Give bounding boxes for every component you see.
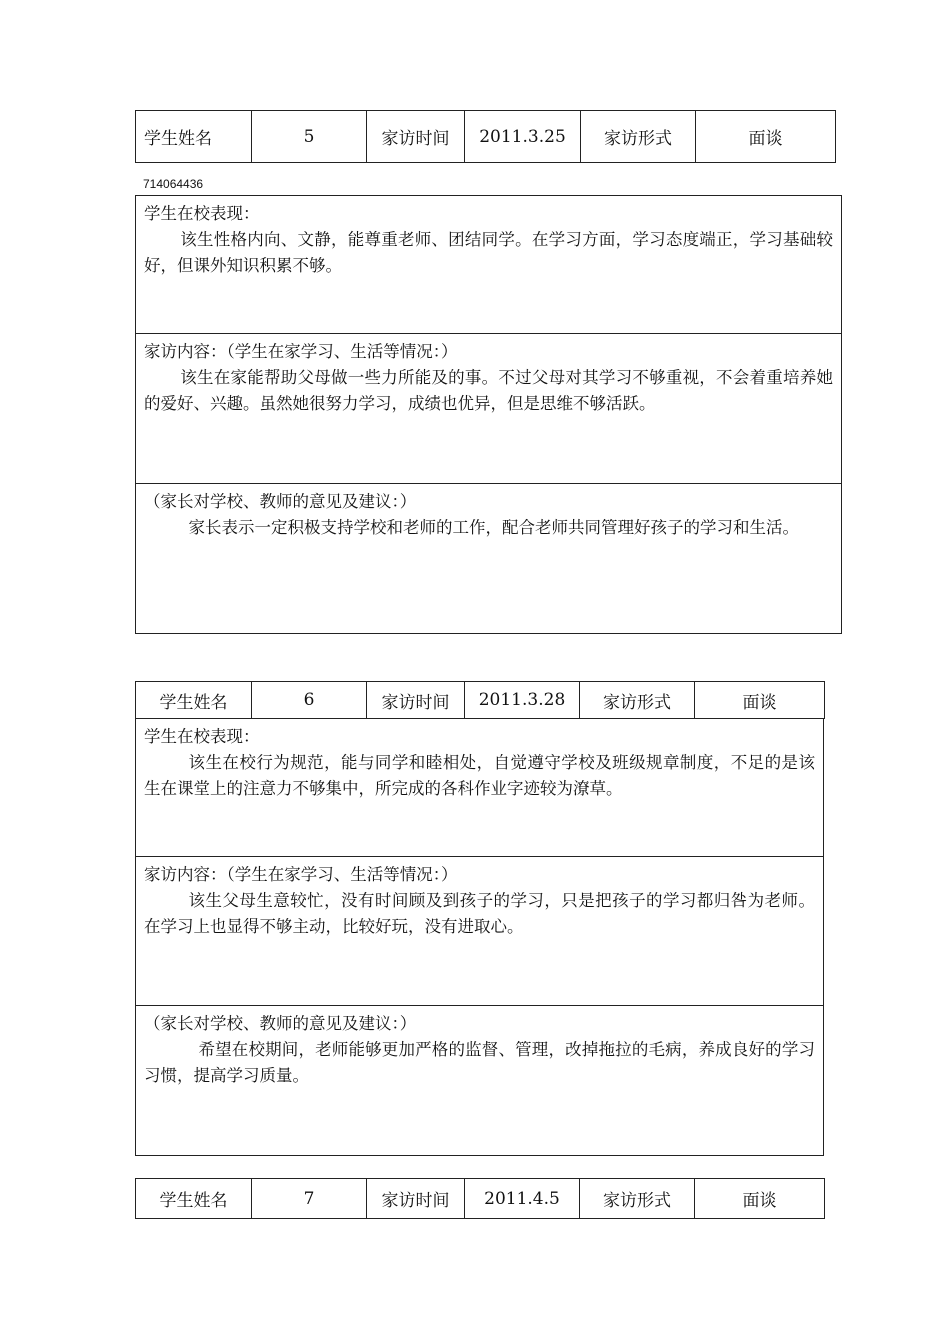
student-name-label: 学生姓名 [136, 1179, 252, 1219]
student-name-value: 6 [252, 682, 367, 719]
visit-time-value: 2011.3.25 [465, 111, 581, 163]
home-visit-section [136, 333, 841, 483]
school-performance-title: 学生在校表现： [144, 204, 260, 223]
record-2-header-row [136, 682, 825, 719]
visit-time-label: 家访时间 [367, 1179, 465, 1219]
visit-form-value: 面谈 [695, 1179, 825, 1219]
parent-opinion-section [136, 483, 841, 633]
school-performance-title: 学生在校表现： [144, 727, 260, 746]
parent-opinion-text: 家长表示一定积极支持学校和老师的工作，配合老师共同管理好孩子的学习和生活。 [188, 518, 800, 537]
student-name-value: 5 [252, 111, 367, 163]
record-2-header-table [135, 681, 825, 719]
record-1-header-table [135, 110, 836, 163]
school-performance-section [136, 719, 823, 857]
record-3-header-table [135, 1178, 825, 1219]
visit-time-label: 家访时间 [367, 111, 465, 163]
visit-form-label: 家访形式 [580, 682, 695, 719]
parent-opinion-section [136, 1005, 823, 1155]
visit-form-value: 面谈 [695, 682, 825, 719]
visit-form-value: 面谈 [696, 111, 836, 163]
parent-opinion-title: （家长对学校、教师的意见及建议：） [144, 492, 417, 511]
school-performance-text: 该生性格内向、文静，能尊重老师、团结同学。在学习方面，学习态度端正，学习基础较好，但课外知识积累不够。 [144, 230, 833, 275]
school-performance-text: 该生在校行为规范，能与同学和睦相处，自觉遵守学校及班级规章制度，不足的是该生在课堂上的注意力不够集中，所完成的各科作业字迹较为潦草。 [144, 753, 815, 798]
visit-time-value: 2011.3.28 [465, 682, 580, 719]
home-visit-title: 家访内容：（学生在家学习、生活等情况：） [144, 342, 458, 361]
parent-opinion-text: 希望在校期间，老师能够更加严格的监督、管理，改掉拖拉的毛病，养成良好的学习习惯，提高学习质量。 [144, 1040, 815, 1085]
visit-form-label: 家访形式 [580, 1179, 695, 1219]
home-visit-section [136, 856, 823, 1006]
school-performance-section [136, 196, 841, 334]
record-1-detail-box [135, 195, 842, 634]
serial-number: 714064436 [143, 177, 204, 191]
visit-time-label: 家访时间 [367, 682, 465, 719]
parent-opinion-title: （家长对学校、教师的意见及建议：） [144, 1014, 417, 1033]
student-name-label: 学生姓名 [136, 111, 252, 163]
student-name-label: 学生姓名 [136, 682, 252, 719]
home-visit-text: 该生父母生意较忙，没有时间顾及到孩子的学习，只是把孩子的学习都归咎为老师。在学习上也显得不够主动，比较好玩，没有进取心。 [144, 891, 815, 936]
record-1-header-row [136, 111, 836, 163]
visit-form-label: 家访形式 [581, 111, 696, 163]
record-3-header-row [136, 1179, 825, 1219]
record-2-detail-box [135, 718, 824, 1156]
home-visit-text: 该生在家能帮助父母做一些力所能及的事。不过父母对其学习不够重视，不会着重培养她的爱好、兴趣。虽然她很努力学习，成绩也优异，但是思维不够活跃。 [144, 368, 833, 413]
visit-time-value: 2011.4.5 [465, 1179, 580, 1219]
home-visit-title: 家访内容：（学生在家学习、生活等情况：） [144, 865, 458, 884]
student-name-value: 7 [252, 1179, 367, 1219]
